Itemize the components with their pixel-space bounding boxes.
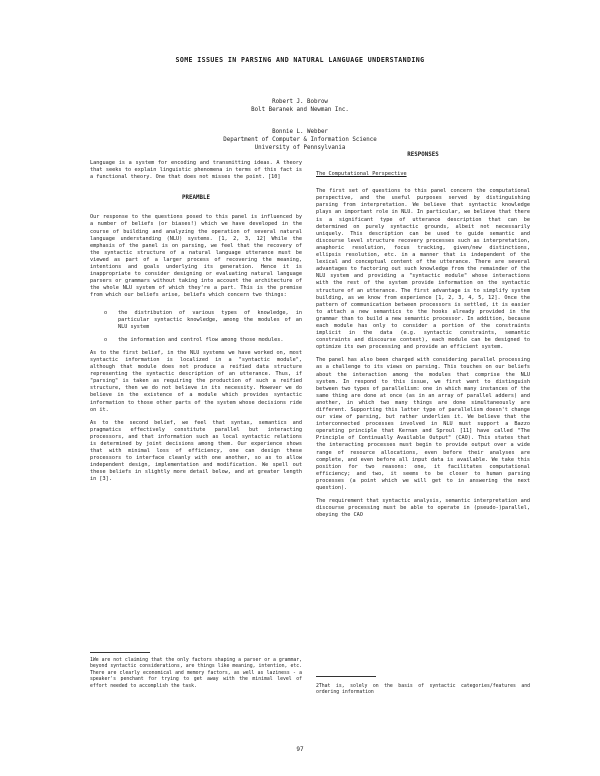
computational-perspective-heading: The Computational Perspective — [316, 171, 407, 178]
computational-paragraph: The first set of questions to this panel concern the computational perspective, and the useful purposes served by distinguishing parsing from interpretation. We believe that syntactic knowledge plays an important role in NLU. In particular, we believe that there is a significant type of utterance description that can be determined on purely syntactic grounds, albeit not necessarily uniquely. This description can be used to guide semantic and discourse level structure recovery processes such as interpretation, anaphoric resolution, focus tracking, given/new distinctions, ellipsis resolution, etc. in a manner that is independent of the lexical and conceptual content of the utterance. There are several advantages to factoring out such knowledge from the remainder of the NLU system and providing a "syntactic module" whose interactions with the rest of the system provide information on the syntactic structure of an utterance. The first advantage is to simplify system building, as we know from experience [1, 2, 3, 4, 5, 12]. Once the pattern of communication between processors is settled, it is easier to attach a new semantics to the hooks already provided in the grammar than to build a new semantic processor. In addition, because each module has only to consider a portion of the constraints implicit in the data (e.g. syntactic constraints, semantic constraints and discourse context), each module can be designed to optimize its own processing and provide an efficient system. — [316, 188, 530, 351]
right-column — [316, 152, 530, 525]
footnote-left: 1We are not claiming that the only factors shaping a parser or a grammar, beyond syntactic considerations, are things like meaning, intention, etc. There are clearly economical and memory factors, as well as laziness - a speaker's penchant for trying to get away with the minimal level of effort needed to accomplish the task. — [90, 658, 302, 689]
footnote-divider-right — [316, 676, 376, 677]
list-item-text: the information and control flow among those modules. — [118, 336, 284, 343]
footnote-right: 2That is, solely on the basis of syntactic categories/features and ordering information — [316, 684, 530, 696]
paper-title: SOME ISSUES IN PARSING AND NATURAL LANGUAGE UNDERSTANDING — [175, 56, 425, 64]
requirement-paragraph: The requirement that syntactic analysis, semantic interpretation and discourse processing must be able to operate in (pseudo-)parallel, obeying the CAO — [316, 498, 530, 519]
author-2-affiliation-2: University of Pennsylvania — [254, 145, 346, 151]
author-2 — [0, 128, 600, 152]
list-item — [104, 337, 302, 344]
second-belief-paragraph: As to the second belief, we feel that syntax, semantics and pragmatics effectively constitute parallel but interacting processors, and that information such as local syntactic relations is determined by joint decisions among them. Our experience shows that with minimal loss of efficiency, one can design these processors to interface cleanly with one another, so as to allow independent design, implementation and modification. We spell out these beliefs in slightly more detail below, and at greater length in [3]. — [90, 419, 302, 483]
preamble-heading: PREAMBLE — [182, 195, 210, 202]
preamble-paragraph: Our response to the questions posed to this panel is influenced by a number of beliefs (or biases!) which we have developed in the course of building and analyzing the operation of several natural language understanding (NLU) systems. [1, 2, 3, 12] While the emphasis of the panel is on parsing, we feel that the recovery of the syntactic structure of a natural language utterance must be viewed as part of a larger process of recovering the meaning, intentions and goals underlying its generation. Hence it is inappropriate to consider designing or evaluating natural language parsers or grammars without taking into account the architecture of the whole NLU system of which they're a part. This is the premise from which our beliefs arise, beliefs which concern two things: — [90, 214, 302, 299]
list-item — [104, 310, 302, 331]
author-1 — [0, 98, 600, 114]
belief-list — [90, 310, 302, 344]
page-number: 97 — [296, 746, 304, 753]
epigraph: Language is a system for encoding and transmitting ideas. A theory that seeks to explain linguistic phenomena in terms of this fact is a functional theory. One that does not misses the point. [10] — [90, 160, 302, 181]
author-1-affiliation: Bolt Beranek and Newman Inc. — [251, 107, 349, 113]
left-column — [90, 160, 302, 490]
author-2-name: Bonnie L. Webber — [272, 129, 328, 135]
footnote-divider — [90, 652, 150, 653]
responses-heading: RESPONSES — [407, 152, 439, 158]
author-1-name: Robert J. Bobrow — [272, 99, 328, 105]
list-item-text: the distribution of various types of knowledge, in particular syntactic knowledge, among the modules of an NLU system — [118, 309, 302, 330]
parallel-processing-paragraph: The panel has also been charged with considering parallel processing as a challenge to its views on parsing. This touches on our beliefs about the interaction among the modules that comprise the NLU system. In respond to this issue, we first want to distinguish between two types of parallelism: one in which many instances of the same thing are done at once (as in an array of parallel adders) and another, in which two many things are done simultaneously are different. Supporting this latter type of parallelism doesn't change our view of parsing, but rather underlies it. We believe that the interconnected processes involved in NLU must support a Bazzo operating principle that Kernan and Sproul [11] have called "The Principle of Continually Available Output" (CAO). This states that the interacting processes must begin to provide output over a wide range of resource allocations, even before their analyses are complete, and even before all input data is available. We take this position for two reasons: one, it facilitates computational efficiency; and two, it seems to be closer to human parsing processes (a point which we will get to in answering the next question). — [316, 357, 530, 492]
bullet-icon: o — [104, 309, 108, 316]
first-belief-paragraph: As to the first belief, in the NLU systems we have worked on, most syntactic information is localized in a "syntactic module", although that module does not produce a reified data structure representing the syntactic description of an utterance. Thus, if "parsing" is taken as requiring the production of such a reified structure, then we do not believe in its necessity. However we do believe in the existence of a module which provides syntactic information to those other parts of the system whose decisions ride on it. — [90, 349, 302, 413]
author-2-affiliation: Department of Computer & Information Science — [223, 137, 377, 143]
bullet-icon: o — [104, 336, 108, 343]
